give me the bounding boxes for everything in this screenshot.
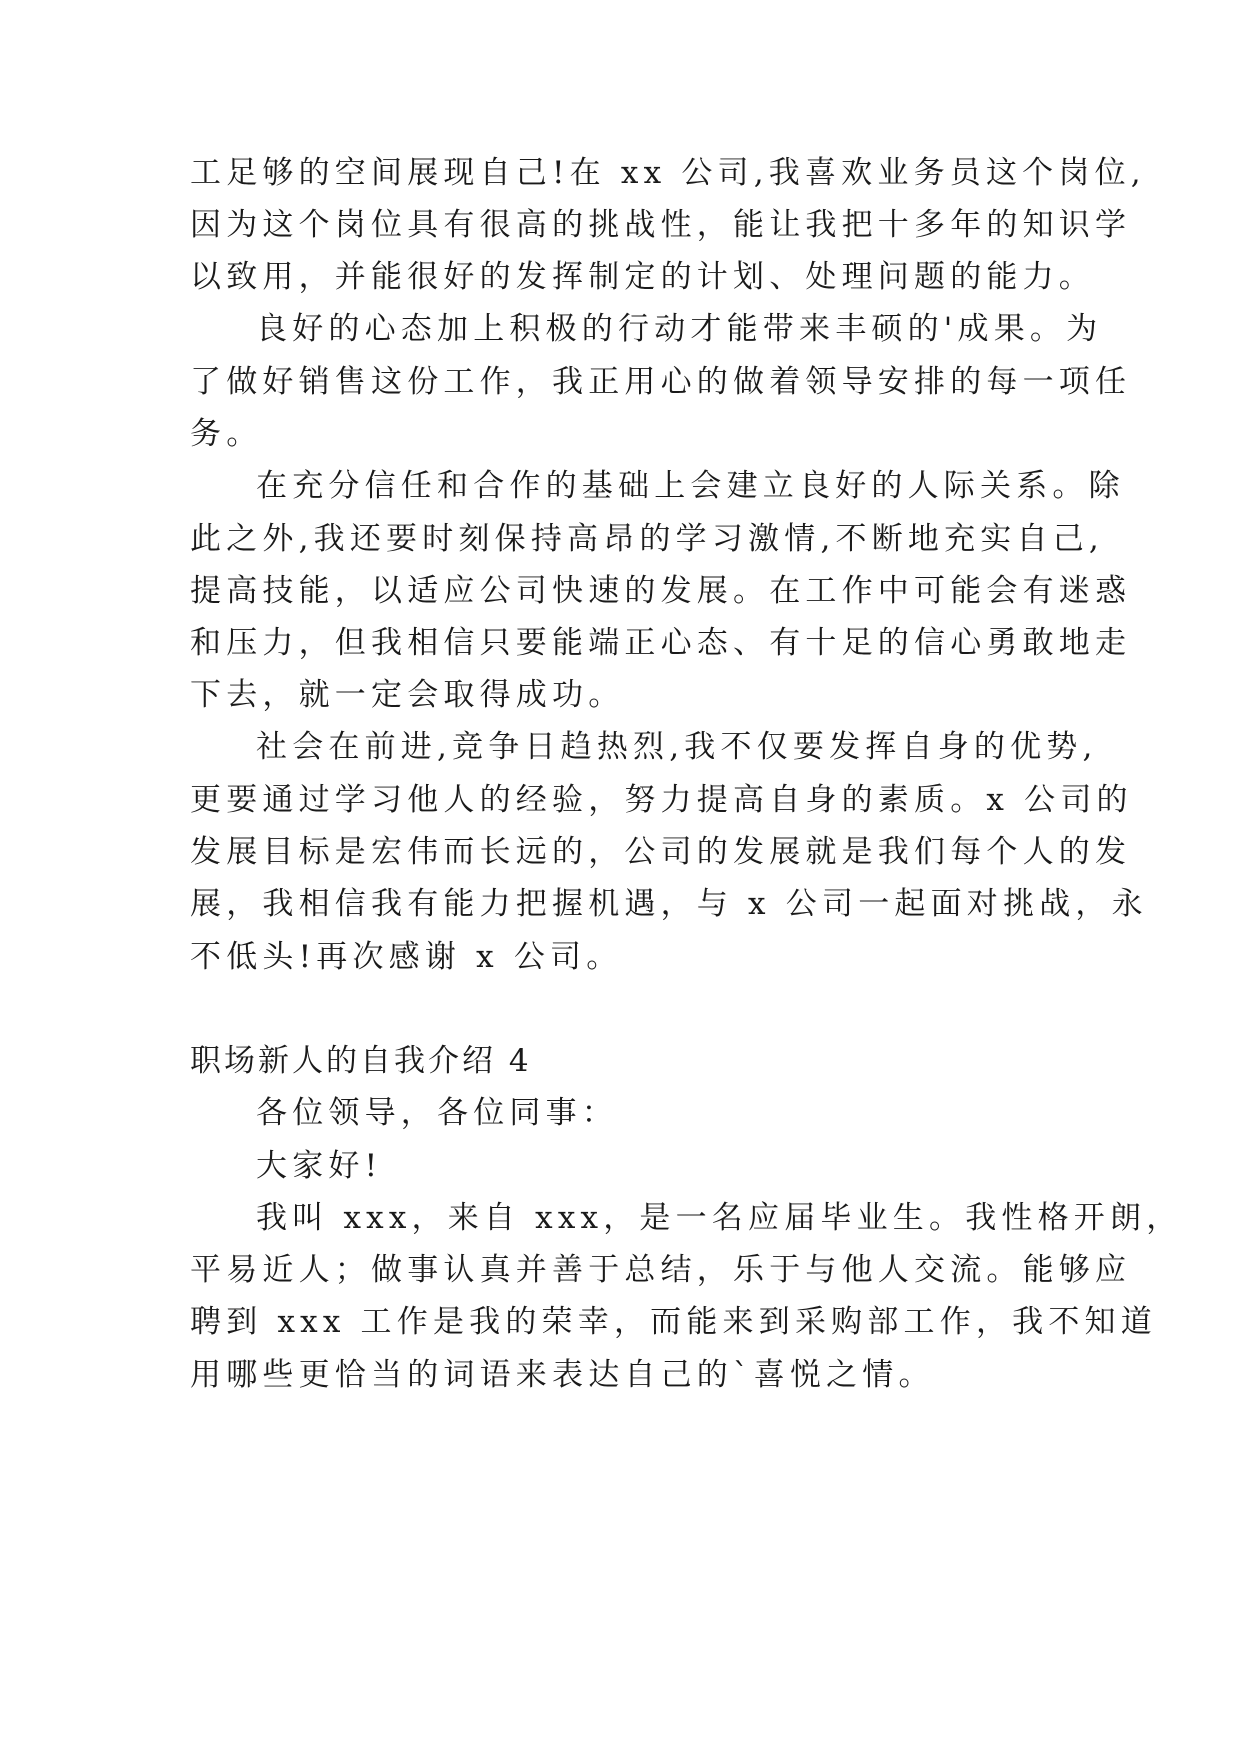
section-heading: 职场新人的自我介绍 4 bbox=[190, 1043, 532, 1079]
paragraph-line: 用哪些更恰当的词语来表达自己的`喜悦之情。 bbox=[190, 1357, 935, 1393]
paragraph-line: 工足够的空间展现自己!在 xx 公司,我喜欢业务员这个岗位, bbox=[190, 155, 1146, 191]
paragraph-line: 在充分信任和合作的基础上会建立良好的人际关系。除 bbox=[256, 468, 1125, 504]
paragraph-line: 我叫 xxx，来自 xxx，是一名应届毕业生。我性格开朗， bbox=[256, 1200, 1183, 1236]
hello-line: 大家好! bbox=[256, 1148, 383, 1184]
paragraph-line: 不低头!再次感谢 x 公司。 bbox=[190, 939, 623, 975]
paragraph-line: 社会在前进,竞争日趋热烈,我不仅要发挥自身的优势, bbox=[256, 729, 1098, 765]
paragraph-line: 以致用，并能很好的发挥制定的计划、处理问题的能力。 bbox=[190, 259, 1095, 295]
paragraph-line: 展，我相信我有能力把握机遇，与 x 公司一起面对挑战，永 bbox=[190, 886, 1148, 922]
paragraph-line: 此之外,我还要时刻保持高昂的学习激情,不断地充实自己, bbox=[190, 521, 1104, 557]
paragraph-line: 更要通过学习他人的经验，努力提高自身的素质。x 公司的 bbox=[190, 782, 1133, 818]
paragraph-line: 良好的心态加上积极的行动才能带来丰硕的'成果。为 bbox=[256, 311, 1103, 347]
paragraph-line: 了做好销售这份工作，我正用心的做着领导安排的每一项任 bbox=[190, 364, 1132, 400]
paragraph-line: 下去，就一定会取得成功。 bbox=[190, 677, 625, 713]
paragraph-line: 平易近人；做事认真并善于总结，乐于与他人交流。能够应 bbox=[190, 1252, 1132, 1288]
paragraph-line: 聘到 xxx 工作是我的荣幸，而能来到采购部工作，我不知道 bbox=[190, 1304, 1157, 1340]
paragraph-line: 因为这个岗位具有很高的挑战性，能让我把十多年的知识学 bbox=[190, 207, 1132, 243]
paragraph-line: 务。 bbox=[190, 416, 263, 452]
paragraph-line: 和压力，但我相信只要能端正心态、有十足的信心勇敢地走 bbox=[190, 625, 1132, 661]
greeting-line: 各位领导，各位同事： bbox=[256, 1095, 618, 1131]
paragraph-line: 提高技能，以适应公司快速的发展。在工作中可能会有迷惑 bbox=[190, 573, 1132, 609]
paragraph-line: 发展目标是宏伟而长远的，公司的发展就是我们每个人的发 bbox=[190, 834, 1132, 870]
